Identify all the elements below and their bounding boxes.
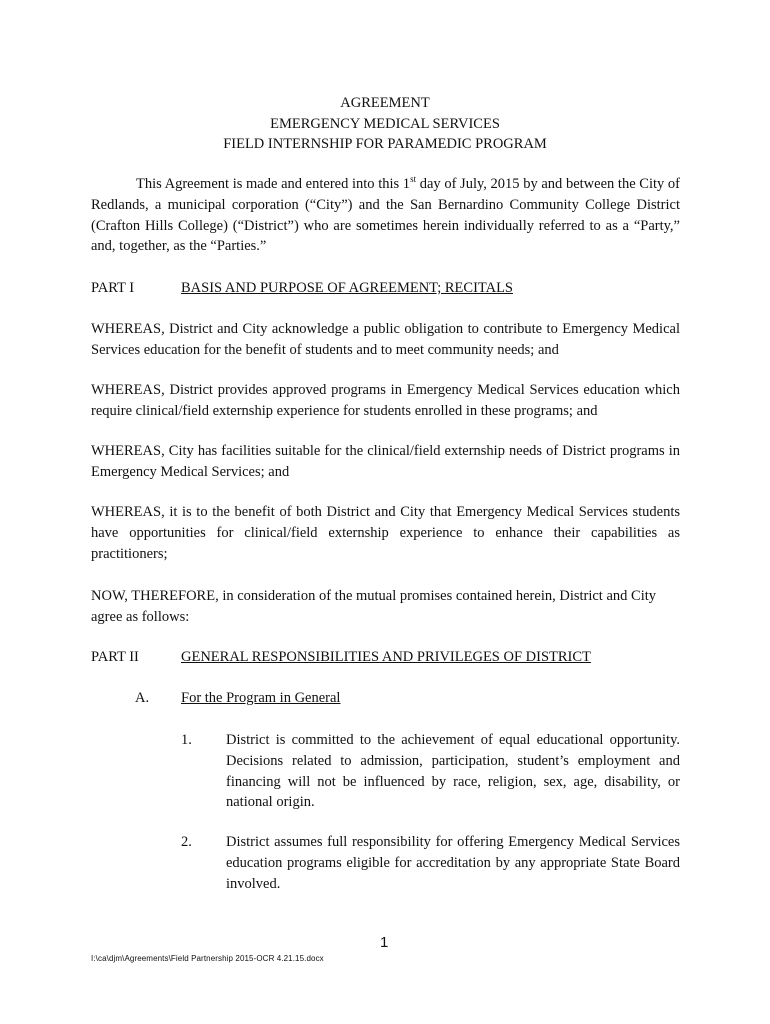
whereas-paragraph: WHEREAS, City has facilities suitable for the clinical/field externship needs of District programs in Emergency Medical Services; and — [91, 443, 680, 480]
page-number: 1 — [380, 934, 389, 951]
list-item-number: 2. — [181, 834, 192, 850]
section-a-title: For the Program in General — [181, 690, 341, 706]
intro-text-end: day of July, 2015 by and between the City of Redlands, a municipal corporation (“City”) and the San Bernardino Community College District (Crafton Hills College) (“District”) who are sometimes herein individually referred to as a “Party,” and, together, as the “Parties.” — [91, 176, 680, 255]
whereas-paragraph: WHEREAS, District and City acknowledge a public obligation to contribute to Emergency Medical Services education for the benefit of students and to meet community needs; and — [91, 321, 680, 358]
intro-text-start: This Agreement is made and entered into this 1 — [136, 176, 411, 192]
document-title — [0, 93, 770, 155]
list-item-number: 1. — [181, 732, 192, 748]
part-2-title: GENERAL RESPONSIBILITIES AND PRIVILEGES OF DISTRICT — [181, 649, 591, 665]
list-item — [181, 832, 680, 894]
intro-superscript: st — [410, 174, 417, 185]
part-1-number: PART I — [91, 280, 135, 296]
part-2-number: PART II — [91, 649, 139, 665]
section-a-letter: A. — [135, 690, 150, 706]
part-1-title: BASIS AND PURPOSE OF AGREEMENT; RECITALS — [181, 280, 513, 296]
list-item — [181, 730, 680, 813]
title-line-3: FIELD INTERNSHIP FOR PARAMEDIC PROGRAM — [223, 136, 547, 152]
section-a-heading — [135, 688, 340, 709]
list-item-text: District is committed to the achievement of equal educational opportunity. Decisions related to admission, participation, student’s employment and financing will not be influenced by race, religion, sex, age, disability, or national origin. — [226, 732, 680, 811]
whereas-paragraph: WHEREAS, District provides approved programs in Emergency Medical Services education which require clinical/field externship experience for students enrolled in these programs; and — [91, 382, 680, 419]
title-line-2: EMERGENCY MEDICAL SERVICES — [270, 115, 500, 132]
part-1-heading — [91, 278, 691, 299]
part-2-heading — [91, 647, 691, 668]
footer-file-path: I:\ca\djm\Agreements\Field Partnership 2015-OCR 4.21.15.docx — [91, 954, 324, 963]
therefore-paragraph: NOW, THEREFORE, in consideration of the mutual promises contained herein, District and City agree as follows: — [91, 588, 657, 625]
intro-paragraph — [91, 174, 680, 257]
whereas-paragraph: WHEREAS, it is to the benefit of both District and City that Emergency Medical Services students have opportunities for clinical/field externship experience to enhance their capabilities as practitioners; — [91, 504, 680, 562]
list-item-text: District assumes full responsibility for offering Emergency Medical Services education programs eligible for accreditation by any appropriate State Board involved. — [226, 834, 680, 892]
title-line-1: AGREEMENT — [340, 95, 430, 111]
